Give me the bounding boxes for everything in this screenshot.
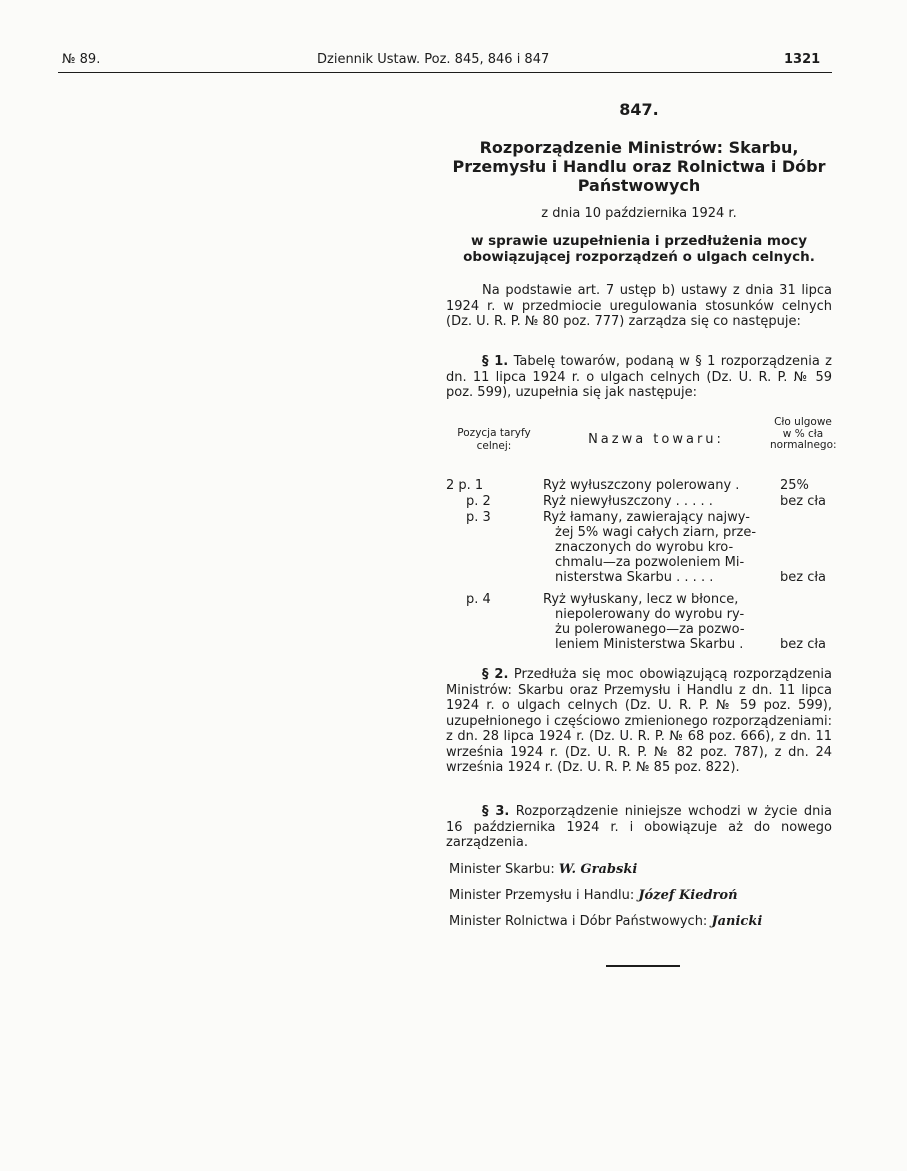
- header-rule: [58, 72, 832, 73]
- row-position: p. 3: [466, 510, 491, 525]
- row-rate: 25%: [780, 478, 809, 493]
- signature-name: Janicki: [711, 914, 763, 929]
- row-line: żu polerowanego—za pozwo-: [555, 622, 745, 637]
- table-header-position: Pozycja taryfy celnej:: [457, 427, 531, 452]
- issue-number: № 89.: [62, 52, 101, 67]
- section-2-text: Przedłuża się moc obowiązującą rozporządzenia Ministrów: Skarbu oraz Przemysłu i Handlu z dn. 11 lipca 1924 r. o ulgach celnych (Dz. U. R. P. № 59 poz. 599), uzupełnionego i częściowo zmienionego rozporządzeniami: z dn. 28 lipca 1924 r. (Dz. U. R. P. № 68 poz. 666), z dn. 11 września 1924 r. (Dz. U. R. P. № 82 poz. 787), z dn. 24 września 1924 r. (Dz. U. R. P. № 85 poz. 822).: [446, 667, 833, 775]
- row-line: żej 5% wagi całych ziarn, prze-: [555, 525, 757, 540]
- table-header-rate: Cło ulgowe w % cła normalnego:: [770, 416, 837, 451]
- row-rate: bez cła: [780, 494, 827, 509]
- end-rule: [606, 965, 680, 967]
- row-line: chmalu—za pozwoleniem Mi-: [555, 555, 745, 570]
- act-number: 847.: [619, 100, 659, 119]
- row-position: p. 4: [466, 592, 491, 607]
- section-3: [446, 804, 832, 851]
- signature-line: [449, 914, 762, 929]
- journal-title: Dziennik Ustaw. Poz. 845, 846 i 847: [317, 52, 550, 67]
- signature-role: Minister Przemysłu i Handlu:: [449, 888, 635, 903]
- section-1-text: Tabelę towarów, podaną w § 1 rozporządzenia z dn. 11 lipca 1924 r. o ulgach celnych (Dz. U. R. P. № 59 poz. 599), uzupełnia się jak następuje:: [446, 354, 832, 400]
- row-description: [543, 478, 773, 493]
- row-line: nisterstwa Skarbu . . . . .: [555, 570, 714, 585]
- signature-line: [449, 888, 738, 903]
- row-line: Ryż wyłuszczony polerowany .: [543, 478, 740, 493]
- row-rate: bez cła: [780, 637, 827, 652]
- act-date: z dnia 10 października 1924 r.: [541, 206, 737, 221]
- section-2: [446, 667, 832, 776]
- page-number: 1321: [784, 52, 821, 67]
- section-1: [446, 354, 832, 401]
- intro-paragraph: Na podstawie art. 7 ustęp b) ustawy z dnia 31 lipca 1924 r. w przedmiocie uregulowania stosunków celnych (Dz. U. R. P. № 80 poz. 777) zarządza się co następuje:: [446, 283, 832, 329]
- row-description: [543, 494, 773, 509]
- section-1-mark: § 1.: [482, 354, 509, 369]
- row-description: [543, 510, 773, 585]
- signature-name: Józef Kiedroń: [638, 888, 738, 903]
- act-subject: w sprawie uzupełnienia i przedłużenia mocy obowiązującej rozporządzeń o ulgach celnych.: [463, 233, 815, 265]
- row-line: leniem Ministerstwa Skarbu .: [555, 637, 744, 652]
- section-3-text: Rozporządzenie niniejsze wchodzi w życie dnia 16 października 1924 r. i obowiązuje aż do nowego zarządzenia.: [446, 804, 833, 850]
- row-description: [543, 592, 773, 652]
- row-position: 2 p. 1: [446, 478, 484, 493]
- row-line: Ryż łamany, zawierający najwy-: [543, 510, 750, 525]
- row-line: znaczonych do wyrobu kro-: [555, 540, 734, 555]
- row-rate: bez cła: [780, 570, 827, 585]
- row-line: Ryż niewyłuszczony . . . . .: [543, 494, 713, 509]
- signature-role: Minister Skarbu:: [449, 862, 555, 877]
- signature-name: W. Grabski: [558, 862, 638, 877]
- signature-line: [449, 862, 637, 877]
- section-2-mark: § 2.: [482, 667, 509, 682]
- act-title: Rozporządzenie Ministrów: Skarbu, Przemysłu i Handlu oraz Rolnictwa i Dóbr Państwowych: [452, 138, 826, 195]
- signature-role: Minister Rolnictwa i Dóbr Państwowych:: [449, 914, 708, 929]
- row-position: p. 2: [466, 494, 491, 509]
- row-line: Ryż wyłuskany, lecz w błonce,: [543, 592, 739, 607]
- section-3-mark: § 3.: [482, 804, 510, 819]
- table-header-name: Nazwa towaru:: [588, 432, 724, 447]
- row-line: niepolerowany do wyrobu ry-: [555, 607, 745, 622]
